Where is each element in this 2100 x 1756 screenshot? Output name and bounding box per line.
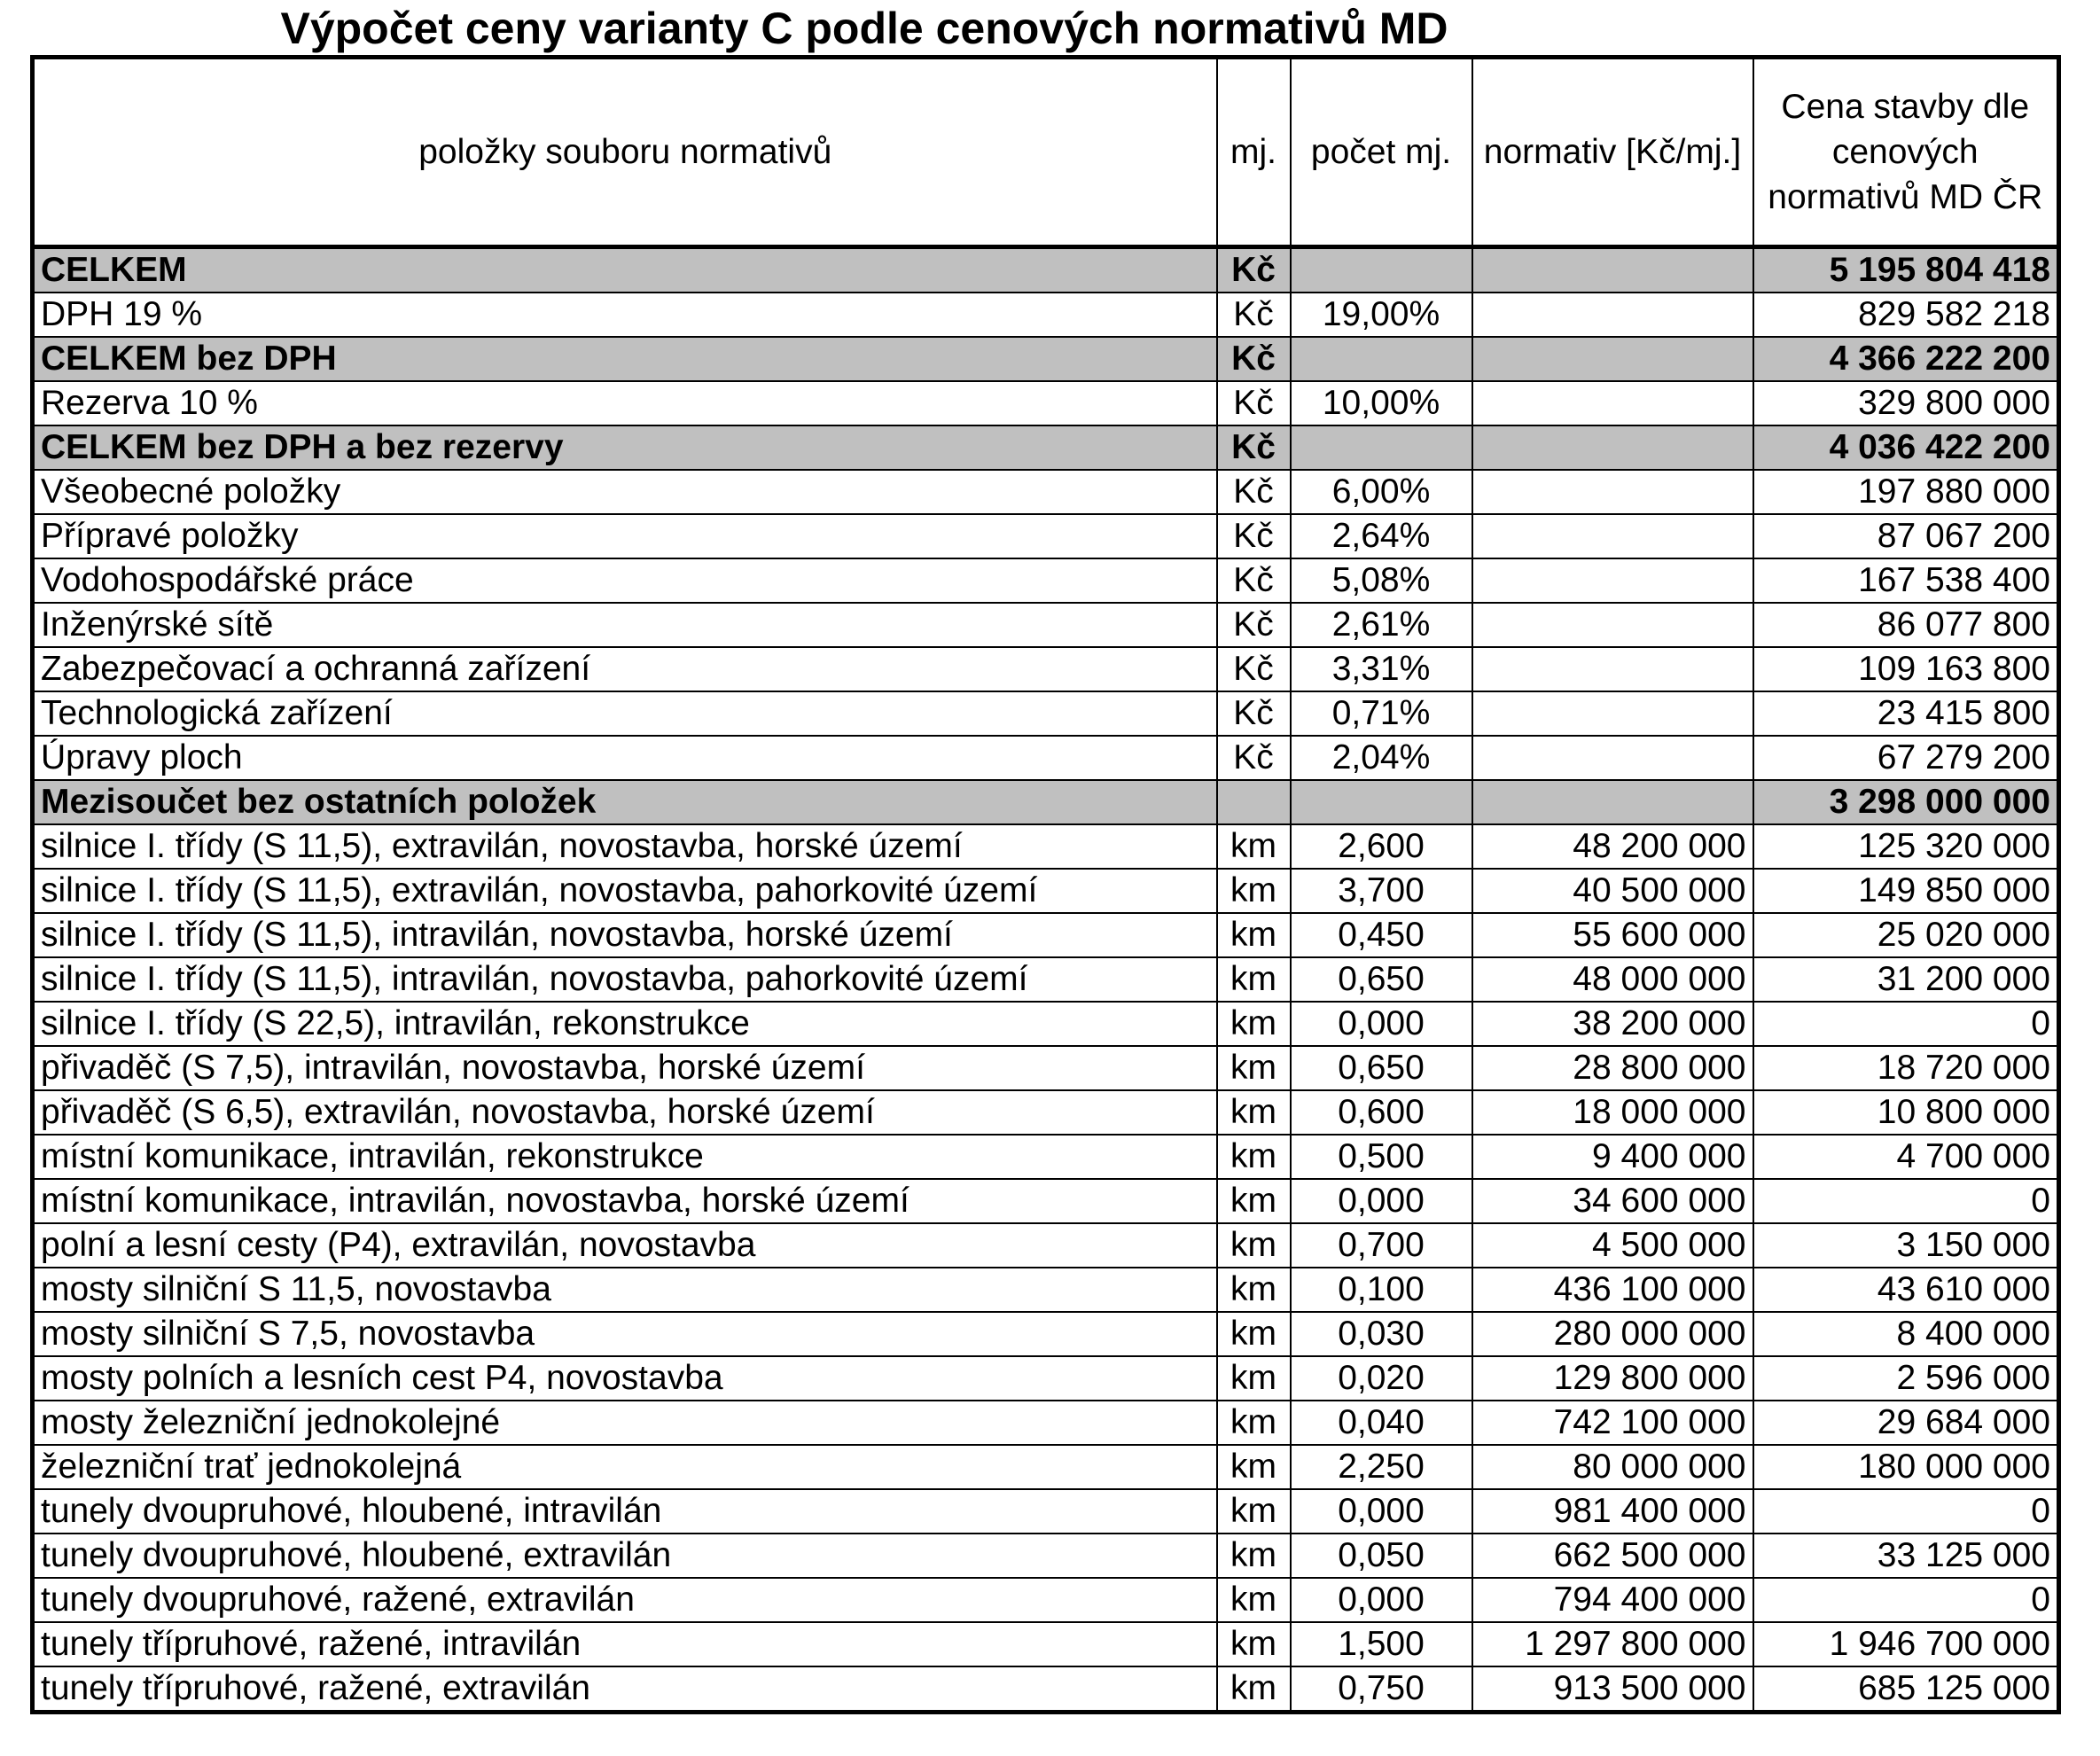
table-row: [33, 647, 2059, 691]
cell-normative: 34 600 000: [1472, 1179, 1753, 1223]
cell-unit: Kč: [1217, 381, 1291, 425]
table-row: [33, 913, 2059, 957]
table-row: [33, 824, 2059, 869]
cell-count: 19,00%: [1291, 293, 1472, 337]
cell-price: 87 067 200: [1753, 514, 2059, 558]
cell-price: 685 125 000: [1753, 1666, 2059, 1713]
cell-count: 0,000: [1291, 1578, 1472, 1622]
table-row: [33, 1356, 2059, 1401]
cell-count: 0,600: [1291, 1090, 1472, 1135]
cell-normative: 9 400 000: [1472, 1135, 1753, 1179]
cell-count: 3,700: [1291, 869, 1472, 913]
table-header-row: [33, 58, 2059, 247]
cell-price: 0: [1753, 1179, 2059, 1223]
cell-item-name: DPH 19 %: [33, 293, 1217, 337]
cell-price: 25 020 000: [1753, 913, 2059, 957]
cell-item-name: Technologická zařízení: [33, 691, 1217, 736]
cell-item-name: tunely dvoupruhové, ražené, extravilán: [33, 1578, 1217, 1622]
cell-normative: [1472, 293, 1753, 337]
table-row: [33, 691, 2059, 736]
table-row: [33, 1445, 2059, 1489]
table-body: [33, 247, 2059, 1713]
cell-count: 0,500: [1291, 1135, 1472, 1179]
cell-item-name: Rezerva 10 %: [33, 381, 1217, 425]
cell-count: 0,050: [1291, 1534, 1472, 1578]
table-row: [33, 1666, 2059, 1713]
cell-normative: 48 000 000: [1472, 957, 1753, 1002]
cell-price: 0: [1753, 1489, 2059, 1534]
cell-normative: 4 500 000: [1472, 1223, 1753, 1268]
cell-unit: Kč: [1217, 647, 1291, 691]
cell-normative: [1472, 736, 1753, 780]
cell-unit: [1217, 780, 1291, 824]
cell-count: [1291, 425, 1472, 470]
cell-item-name: místní komunikace, intravilán, rekonstrukce: [33, 1135, 1217, 1179]
cell-unit: km: [1217, 1268, 1291, 1312]
cell-unit: km: [1217, 1356, 1291, 1401]
summary-row: [33, 247, 2059, 293]
cell-normative: [1472, 425, 1753, 470]
cell-unit: Kč: [1217, 691, 1291, 736]
cell-price: 125 320 000: [1753, 824, 2059, 869]
cell-count: 0,100: [1291, 1268, 1472, 1312]
cell-count: 0,000: [1291, 1002, 1472, 1046]
cell-count: 5,08%: [1291, 558, 1472, 603]
cell-item-name: silnice I. třídy (S 11,5), intravilán, novostavba, pahorkovité území: [33, 957, 1217, 1002]
cell-normative: 280 000 000: [1472, 1312, 1753, 1356]
cell-unit: km: [1217, 1666, 1291, 1713]
cell-unit: km: [1217, 1179, 1291, 1223]
cell-item-name: silnice I. třídy (S 11,5), intravilán, novostavba, horské území: [33, 913, 1217, 957]
table-row: [33, 1534, 2059, 1578]
cell-item-name: polní a lesní cesty (P4), extravilán, novostavba: [33, 1223, 1217, 1268]
cell-price: 149 850 000: [1753, 869, 2059, 913]
table-row: [33, 1622, 2059, 1666]
table-row: [33, 1179, 2059, 1223]
cell-count: 2,04%: [1291, 736, 1472, 780]
table-row: [33, 1489, 2059, 1534]
cell-unit: km: [1217, 1135, 1291, 1179]
table-row: [33, 558, 2059, 603]
header-items: položky souboru normativů: [33, 58, 1217, 247]
cell-normative: 28 800 000: [1472, 1046, 1753, 1090]
cell-price: 180 000 000: [1753, 1445, 2059, 1489]
cell-item-name: přivaděč (S 7,5), intravilán, novostavba, horské území: [33, 1046, 1217, 1090]
cell-count: 0,000: [1291, 1179, 1472, 1223]
cell-normative: [1472, 647, 1753, 691]
table-row: [33, 603, 2059, 647]
cell-normative: [1472, 381, 1753, 425]
header-price: Cena stavby dle cenových normativů MD ČR: [1753, 58, 2059, 247]
cell-normative: [1472, 514, 1753, 558]
cell-price: 3 150 000: [1753, 1223, 2059, 1268]
cell-unit: Kč: [1217, 514, 1291, 558]
summary-row: [33, 780, 2059, 824]
cell-normative: [1472, 558, 1753, 603]
cell-unit: Kč: [1217, 425, 1291, 470]
table-row: [33, 736, 2059, 780]
cell-item-name: Všeobecné položky: [33, 470, 1217, 514]
cell-unit: km: [1217, 1534, 1291, 1578]
table-row: [33, 1268, 2059, 1312]
cell-normative: [1472, 780, 1753, 824]
cell-count: [1291, 247, 1472, 293]
cell-item-name: CELKEM: [33, 247, 1217, 293]
cell-unit: km: [1217, 1489, 1291, 1534]
cell-price: 1 946 700 000: [1753, 1622, 2059, 1666]
cell-item-name: mosty železniční jednokolejné: [33, 1401, 1217, 1445]
cell-normative: 436 100 000: [1472, 1268, 1753, 1312]
cell-unit: km: [1217, 1578, 1291, 1622]
cell-count: 0,450: [1291, 913, 1472, 957]
cell-unit: Kč: [1217, 558, 1291, 603]
cell-count: 2,600: [1291, 824, 1472, 869]
table-row: [33, 1090, 2059, 1135]
cell-item-name: Vodohospodářské práce: [33, 558, 1217, 603]
table-row: [33, 1002, 2059, 1046]
table-row: [33, 293, 2059, 337]
cell-item-name: Inženýrské sítě: [33, 603, 1217, 647]
table-row: [33, 1046, 2059, 1090]
cell-price: 0: [1753, 1002, 2059, 1046]
cell-count: 0,020: [1291, 1356, 1472, 1401]
cell-normative: 48 200 000: [1472, 824, 1753, 869]
cell-unit: Kč: [1217, 337, 1291, 381]
cell-item-name: tunely dvoupruhové, hloubené, intravilán: [33, 1489, 1217, 1534]
table-row: [33, 514, 2059, 558]
cell-count: 2,250: [1291, 1445, 1472, 1489]
table-row: [33, 1312, 2059, 1356]
cell-count: 0,040: [1291, 1401, 1472, 1445]
cell-normative: 40 500 000: [1472, 869, 1753, 913]
cell-price: 10 800 000: [1753, 1090, 2059, 1135]
cell-price: 23 415 800: [1753, 691, 2059, 736]
cell-unit: Kč: [1217, 603, 1291, 647]
cell-price: 829 582 218: [1753, 293, 2059, 337]
cell-unit: Kč: [1217, 247, 1291, 293]
cell-price: 8 400 000: [1753, 1312, 2059, 1356]
cell-normative: 662 500 000: [1472, 1534, 1753, 1578]
cell-normative: 794 400 000: [1472, 1578, 1753, 1622]
cell-price: 29 684 000: [1753, 1401, 2059, 1445]
cell-item-name: mosty silniční S 11,5, novostavba: [33, 1268, 1217, 1312]
cell-price: 4 700 000: [1753, 1135, 2059, 1179]
cell-price: 3 298 000 000: [1753, 780, 2059, 824]
cell-item-name: Mezisoučet bez ostatních položek: [33, 780, 1217, 824]
header-unit: mj.: [1217, 58, 1291, 247]
cell-normative: 18 000 000: [1472, 1090, 1753, 1135]
cell-unit: km: [1217, 869, 1291, 913]
cell-normative: 913 500 000: [1472, 1666, 1753, 1713]
cell-normative: 55 600 000: [1472, 913, 1753, 957]
cell-unit: km: [1217, 957, 1291, 1002]
cell-normative: 80 000 000: [1472, 1445, 1753, 1489]
cell-unit: km: [1217, 1401, 1291, 1445]
cell-price: 43 610 000: [1753, 1268, 2059, 1312]
cell-unit: Kč: [1217, 293, 1291, 337]
cell-count: [1291, 780, 1472, 824]
cell-price: 5 195 804 418: [1753, 247, 2059, 293]
cell-normative: 742 100 000: [1472, 1401, 1753, 1445]
cell-unit: km: [1217, 1312, 1291, 1356]
cell-item-name: tunely třípruhové, ražené, intravilán: [33, 1622, 1217, 1666]
header-normative: normativ [Kč/mj.]: [1472, 58, 1753, 247]
cell-price: 4 366 222 200: [1753, 337, 2059, 381]
cell-price: 197 880 000: [1753, 470, 2059, 514]
cell-count: 6,00%: [1291, 470, 1472, 514]
table-row: [33, 1135, 2059, 1179]
table-row: [33, 957, 2059, 1002]
table-row: [33, 381, 2059, 425]
cell-count: 2,64%: [1291, 514, 1472, 558]
cell-price: 0: [1753, 1578, 2059, 1622]
cell-normative: [1472, 603, 1753, 647]
summary-row: [33, 425, 2059, 470]
cell-price: 4 036 422 200: [1753, 425, 2059, 470]
cell-price: 109 163 800: [1753, 647, 2059, 691]
table-row: [33, 869, 2059, 913]
cell-normative: [1472, 247, 1753, 293]
cell-count: 2,61%: [1291, 603, 1472, 647]
cell-item-name: CELKEM bez DPH a bez rezervy: [33, 425, 1217, 470]
cell-item-name: silnice I. třídy (S 11,5), extravilán, novostavba, pahorkovité území: [33, 869, 1217, 913]
summary-row: [33, 337, 2059, 381]
cell-normative: 129 800 000: [1472, 1356, 1753, 1401]
cell-price: 31 200 000: [1753, 957, 2059, 1002]
cell-normative: [1472, 470, 1753, 514]
cell-item-name: Přípravé položky: [33, 514, 1217, 558]
cell-price: 329 800 000: [1753, 381, 2059, 425]
cell-normative: 38 200 000: [1472, 1002, 1753, 1046]
price-calculation-table: [30, 55, 2061, 1714]
cell-count: 0,750: [1291, 1666, 1472, 1713]
cell-unit: km: [1217, 1622, 1291, 1666]
cell-count: 0,700: [1291, 1223, 1472, 1268]
cell-unit: km: [1217, 1445, 1291, 1489]
cell-item-name: tunely dvoupruhové, hloubené, extravilán: [33, 1534, 1217, 1578]
cell-unit: km: [1217, 824, 1291, 869]
cell-unit: Kč: [1217, 736, 1291, 780]
cell-normative: [1472, 337, 1753, 381]
cell-count: 0,71%: [1291, 691, 1472, 736]
cell-price: 67 279 200: [1753, 736, 2059, 780]
cell-count: 0,000: [1291, 1489, 1472, 1534]
cell-normative: 1 297 800 000: [1472, 1622, 1753, 1666]
table-row: [33, 1223, 2059, 1268]
cell-count: 0,650: [1291, 957, 1472, 1002]
cell-count: 0,650: [1291, 1046, 1472, 1090]
cell-normative: [1472, 691, 1753, 736]
cell-unit: Kč: [1217, 470, 1291, 514]
cell-item-name: železniční trať jednokolejná: [33, 1445, 1217, 1489]
cell-count: 0,030: [1291, 1312, 1472, 1356]
page-title: Výpočet ceny varianty C podle cenových normativů MD: [280, 4, 1448, 53]
cell-item-name: silnice I. třídy (S 22,5), intravilán, rekonstrukce: [33, 1002, 1217, 1046]
cell-unit: km: [1217, 1002, 1291, 1046]
cell-item-name: CELKEM bez DPH: [33, 337, 1217, 381]
cell-price: 18 720 000: [1753, 1046, 2059, 1090]
cell-item-name: mosty silniční S 7,5, novostavba: [33, 1312, 1217, 1356]
cell-item-name: mosty polních a lesních cest P4, novostavba: [33, 1356, 1217, 1401]
cell-count: 1,500: [1291, 1622, 1472, 1666]
table-row: [33, 1401, 2059, 1445]
cell-count: 10,00%: [1291, 381, 1472, 425]
cell-unit: km: [1217, 1223, 1291, 1268]
cell-unit: km: [1217, 1046, 1291, 1090]
table-row: [33, 1578, 2059, 1622]
cell-price: 167 538 400: [1753, 558, 2059, 603]
cell-item-name: přivaděč (S 6,5), extravilán, novostavba, horské území: [33, 1090, 1217, 1135]
cell-unit: km: [1217, 1090, 1291, 1135]
header-count: počet mj.: [1291, 58, 1472, 247]
table-row: [33, 470, 2059, 514]
cell-item-name: tunely třípruhové, ražené, extravilán: [33, 1666, 1217, 1713]
cell-price: 86 077 800: [1753, 603, 2059, 647]
cell-count: [1291, 337, 1472, 381]
cell-price: 2 596 000: [1753, 1356, 2059, 1401]
cell-price: 33 125 000: [1753, 1534, 2059, 1578]
cell-count: 3,31%: [1291, 647, 1472, 691]
cell-unit: km: [1217, 913, 1291, 957]
cell-item-name: Zabezpečovací a ochranná zařízení: [33, 647, 1217, 691]
cell-item-name: silnice I. třídy (S 11,5), extravilán, novostavba, horské území: [33, 824, 1217, 869]
cell-item-name: místní komunikace, intravilán, novostavba, horské území: [33, 1179, 1217, 1223]
cell-normative: 981 400 000: [1472, 1489, 1753, 1534]
cell-item-name: Úpravy ploch: [33, 736, 1217, 780]
